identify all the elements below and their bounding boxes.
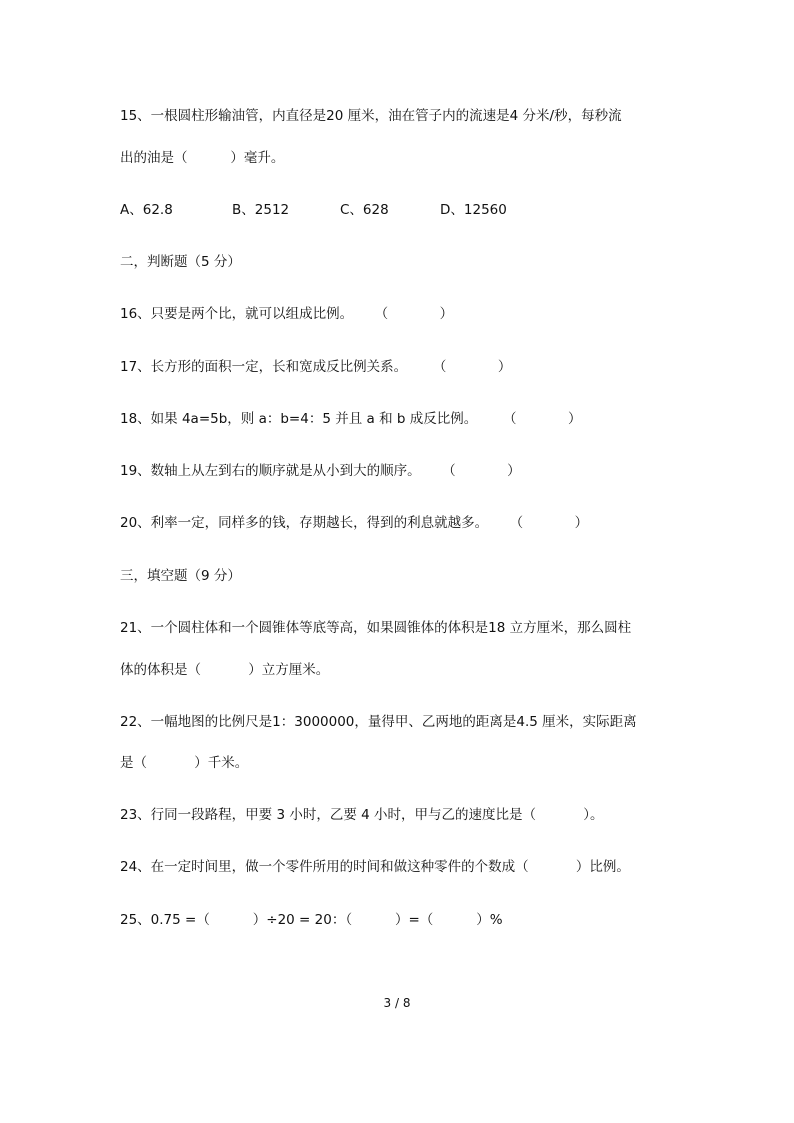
q15-line2: 出的油是（ ）毫升。 bbox=[120, 150, 285, 166]
q19: 19、数轴上从左到右的顺序就是从小到大的顺序。 （ ） bbox=[120, 463, 521, 479]
q21-line2: 体的体积是（ ）立方厘米。 bbox=[120, 662, 330, 678]
q17: 17、长方形的面积一定，长和宽成反比例关系。 （ ） bbox=[120, 359, 512, 375]
q15-line1: 15、一根圆柱形输油管，内直径是20 厘米，油在管子内的流速是4 分米/秒，每秒流 bbox=[120, 108, 622, 124]
q24: 24、在一定时间里，做一个零件所用的时间和做这种零件的个数成（ ）比例。 bbox=[120, 859, 630, 875]
q22-line2: 是（ ）千米。 bbox=[120, 755, 249, 771]
q21-line1: 21、一个圆柱体和一个圆锥体等底等高，如果圆锥体的体积是18 立方厘米，那么圆柱 bbox=[120, 620, 632, 636]
page-number: 3 / 8 bbox=[383, 996, 411, 1010]
q15-option-b: B、2512 bbox=[232, 202, 290, 218]
q22-line1: 22、一幅地图的比例尺是1：3000000，量得甲、乙两地的距离是4.5 厘米，实际距离 bbox=[120, 714, 637, 730]
q20: 20、利率一定，同样多的钱，存期越长，得到的利息就越多。 （ ） bbox=[120, 515, 589, 531]
q15-option-a: A、62.8 bbox=[120, 202, 173, 218]
q15-option-c: C、628 bbox=[340, 202, 389, 218]
section3-heading: 三，填空题（9 分） bbox=[120, 568, 241, 584]
q16: 16、只要是两个比，就可以组成比例。 （ ） bbox=[120, 306, 454, 322]
q25: 25、0.75 =（ ）÷20 = 20：（ ）=（ ）% bbox=[120, 912, 503, 928]
q15-option-d: D、12560 bbox=[440, 202, 507, 218]
q18: 18、如果 4a=5b，则 a：b=4：5 并且 a 和 b 成反比例。 （ ） bbox=[120, 411, 582, 427]
section2-heading: 二，判断题（5 分） bbox=[120, 254, 241, 270]
q23: 23、行同一段路程，甲要 3 小时，乙要 4 小时，甲与乙的速度比是（ ）。 bbox=[120, 807, 604, 823]
